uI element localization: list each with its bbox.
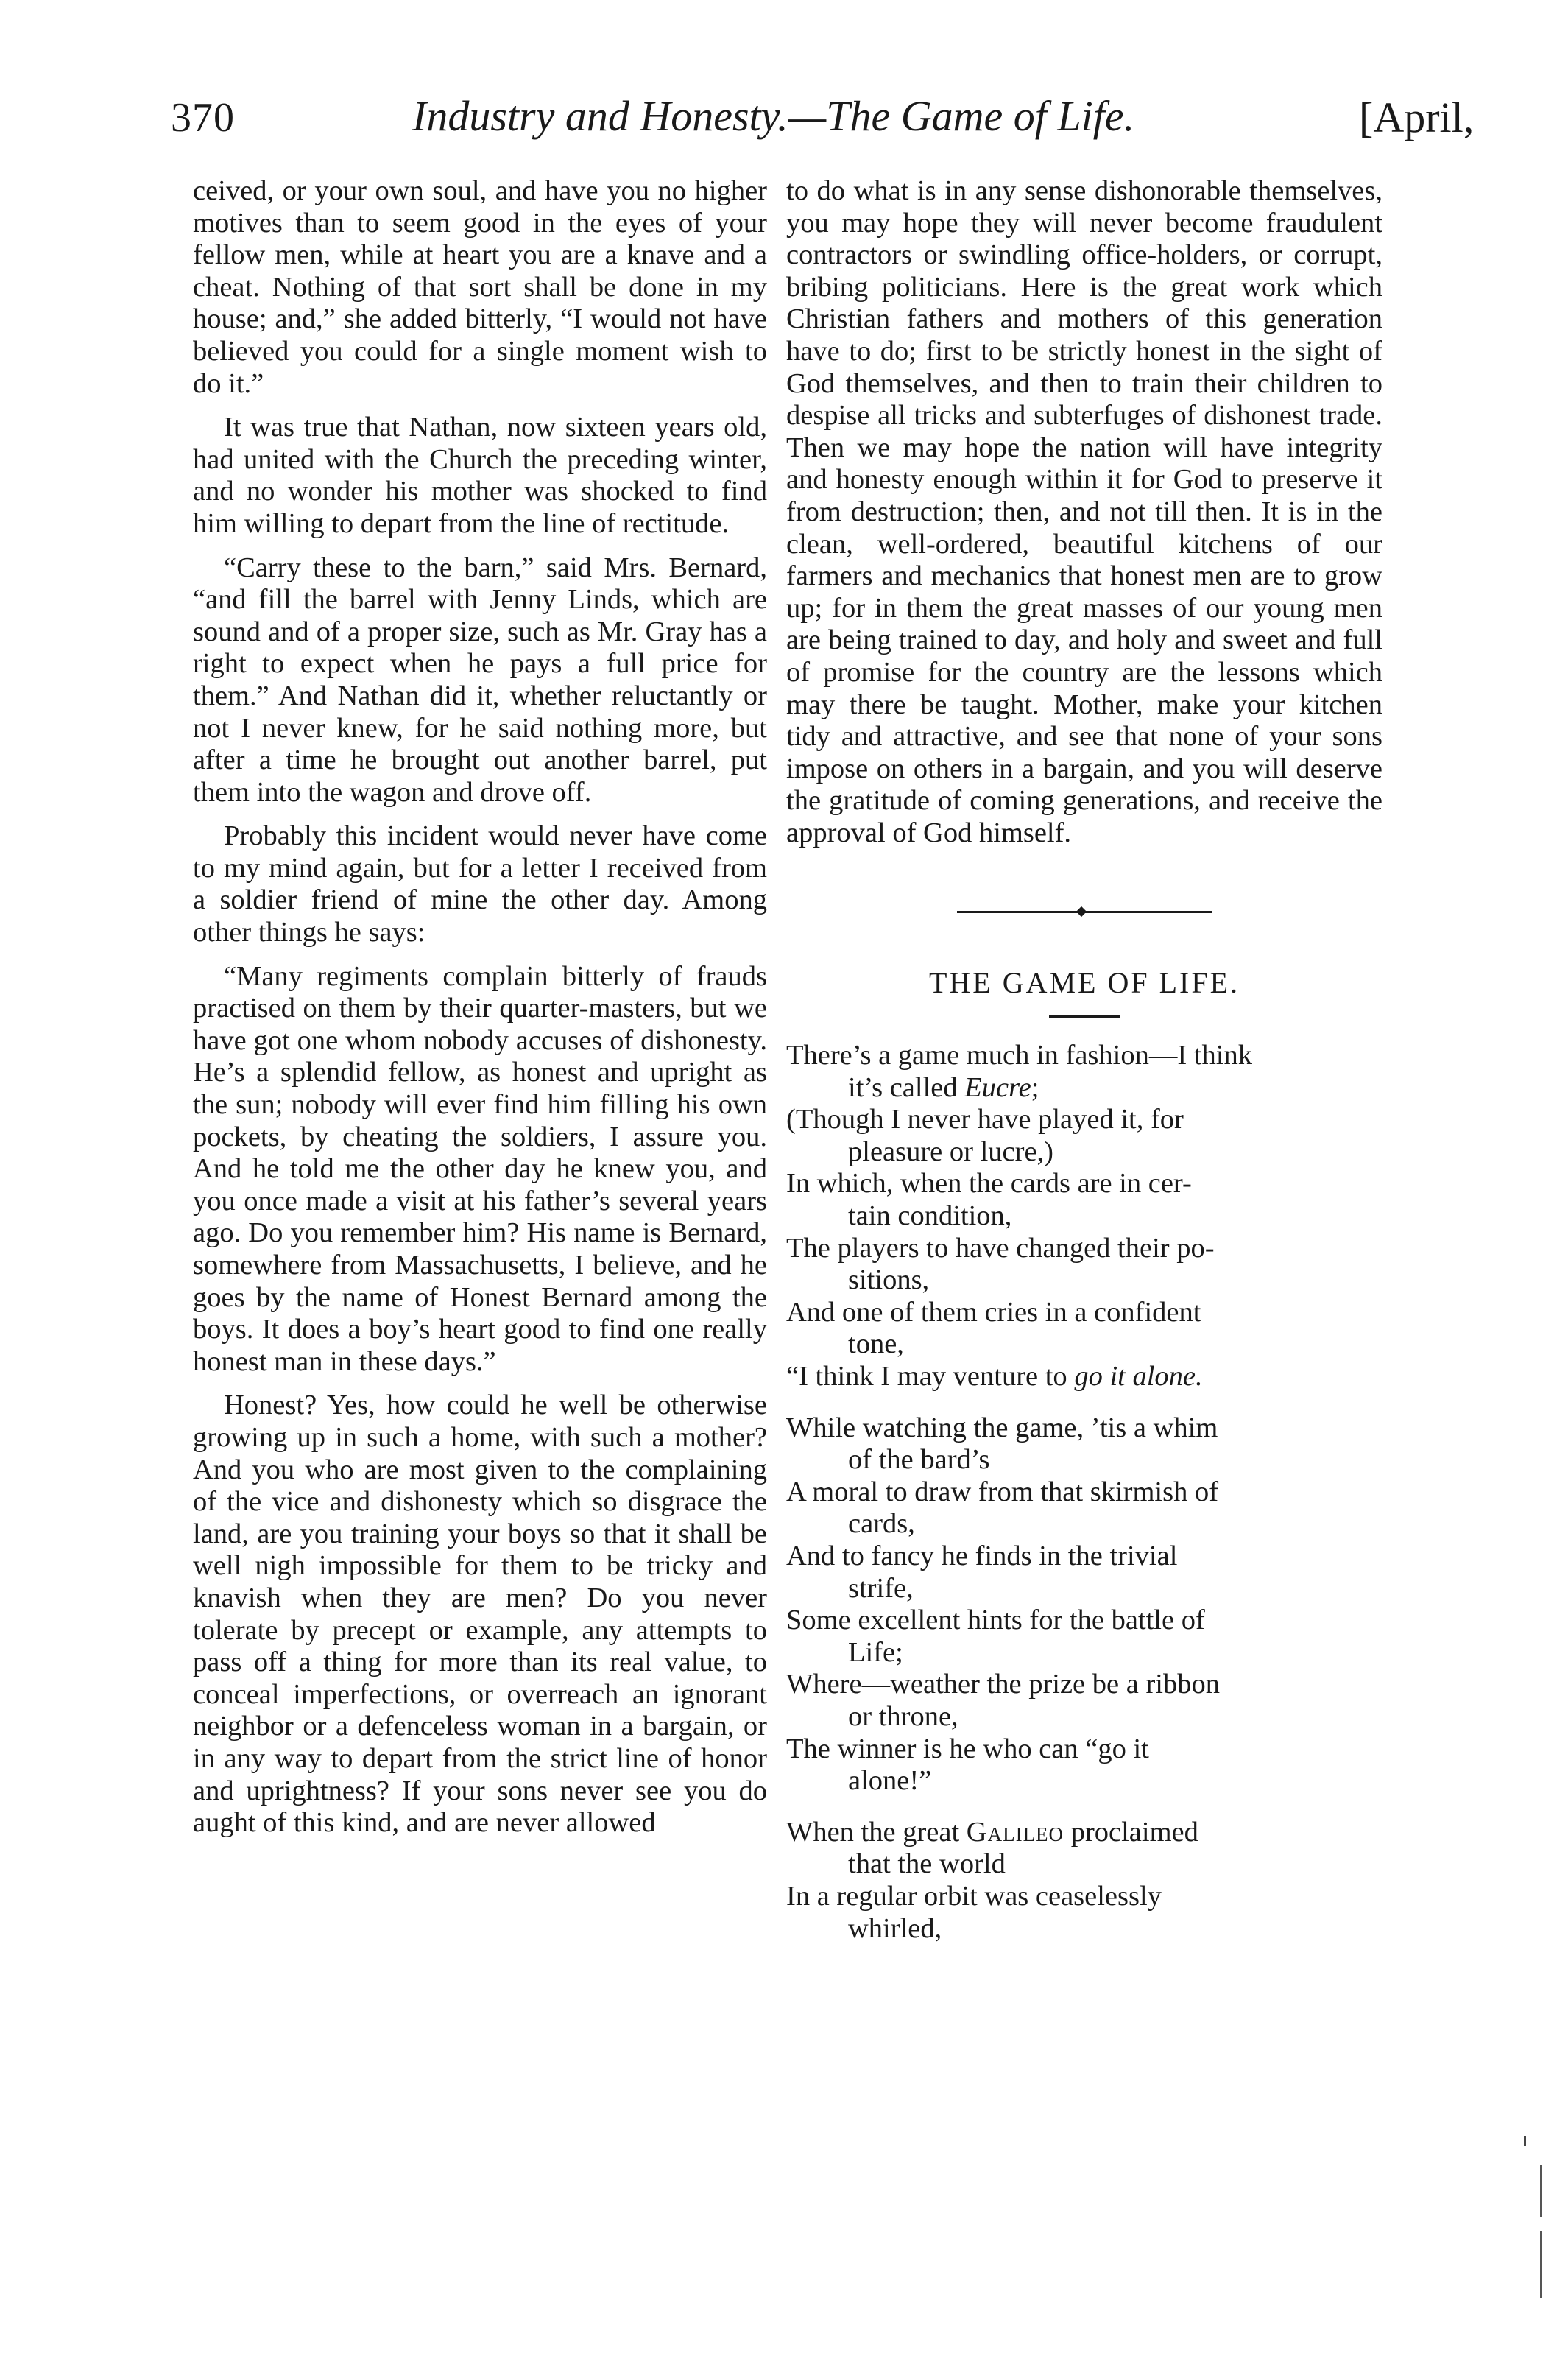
verse-text: it’s called bbox=[848, 1071, 965, 1103]
verse-line-continuation: sitions, bbox=[848, 1264, 930, 1296]
verse-text: When the great bbox=[786, 1816, 967, 1848]
verse-line-continuation: Life; bbox=[848, 1636, 903, 1668]
verse-line bbox=[786, 1817, 1382, 1849]
paragraph: “Carry these to the barn,” said Mrs. Bernard, “and fill the barrel with Jenny Linds, which are sound and of a proper size, such as Mr. Gray has a right to expect when he pays a full price for them.” And Nathan did it, whether reluctantly or not I never knew, for he said nothing more, but after a time he brought out another barrel, put them into the wagon and drove off. bbox=[193, 552, 767, 808]
poem-title: THE GAME OF LIFE. bbox=[928, 966, 1240, 1000]
verse-line: And to fancy he finds in the trivial bbox=[786, 1540, 1178, 1571]
verse-text: proclaimed bbox=[1064, 1816, 1198, 1848]
verse-line-continuation: whirled, bbox=[848, 1912, 942, 1944]
verse-line: There’s a game much in fashion—I think bbox=[786, 1040, 1252, 1071]
paragraph: Probably this incident would never have come to my mind again, but for a letter I received from a soldier friend of mine the other day. Among other things he says: bbox=[193, 820, 767, 948]
verse-line-continuation: tone, bbox=[848, 1328, 904, 1360]
left-column bbox=[193, 175, 767, 1851]
poem-stanza-3 bbox=[786, 1817, 1382, 1945]
poem-stanza-1 bbox=[786, 1040, 1382, 1393]
verse-line: And one of them cries in a confident bbox=[786, 1296, 1201, 1328]
paragraph: ceived, or your own soul, and have you no higher motives than to seem good in the eyes of your fellow men, while at heart you are a knave and a cheat. Nothing of that sort shall be done in my house; and,” she added bitterly, “I would not have believed you could for a single moment wish to do it.” bbox=[193, 175, 767, 399]
verse-text: ; bbox=[1031, 1071, 1039, 1103]
verse-line-continuation: that the world bbox=[848, 1848, 1006, 1880]
margin-mark bbox=[1524, 2136, 1526, 2146]
verse-line: A moral to draw from that skirmish of bbox=[786, 1476, 1219, 1507]
verse-emphasis: Eucre bbox=[964, 1071, 1031, 1103]
title-rule bbox=[1049, 1015, 1120, 1018]
paragraph: It was true that Nathan, now sixteen years old, had united with the Church the preceding winter, and no wonder his mother was shocked to find him willing to depart from the line of rectitude. bbox=[193, 412, 767, 539]
running-title: Industry and Honesty.—The Game of Life. bbox=[412, 92, 1135, 140]
section-divider bbox=[957, 908, 1212, 915]
verse-text: “I think I may venture to bbox=[786, 1361, 1075, 1392]
right-column bbox=[786, 175, 1382, 1964]
divider-ornament-icon bbox=[1076, 906, 1087, 917]
verse-small-caps: Galileo bbox=[966, 1816, 1064, 1848]
paragraph: to do what is in any sense dishonorable themselves, you may hope they will never become fraudulent contractors or swindling office-holders, or corrupt, bribing politicians. Here is the great work which Christian fathers and mothers of this generation have to do; first to be strictly honest in the sight of God themselves, and then to train their children to despise all tricks and subterfuges of dishonest trade. Then we may hope the nation will have integrity and honesty enough within it for God to preserve it from destruction; then, and not till then. It is in the clean, well-ordered, beautiful kitchens of our farmers and mechanics that honest men are to grow up; for in them the great masses of our young men are being trained to day, and holy and sweet and full of promise for the country are the lessons which may there be taught. Mother, make your kitchen tidy and attractive, and see that none of your sons impose on others in a bargain, and you will deserve the gratitude of coming generations, and receive the approval of God himself. bbox=[786, 175, 1382, 848]
verse-line-continuation: pleasure or lucre,) bbox=[848, 1136, 1053, 1167]
verse-line: (Though I never have played it, for bbox=[786, 1104, 1184, 1136]
issue-month: [April, bbox=[1359, 94, 1475, 141]
verse-line: The winner is he who can “go it bbox=[786, 1733, 1149, 1764]
verse-line-continuation bbox=[786, 1072, 1382, 1105]
running-header bbox=[0, 0, 1568, 162]
verse-line-continuation: strife, bbox=[848, 1572, 914, 1604]
verse-line: In which, when the cards are in cer- bbox=[786, 1168, 1192, 1200]
page-number: 370 bbox=[171, 95, 235, 141]
verse-line bbox=[786, 1361, 1382, 1393]
page-edge-mark bbox=[1540, 2165, 1542, 2217]
verse-line-continuation: tain condition, bbox=[848, 1200, 1012, 1232]
verse-line-continuation: of the bard’s bbox=[848, 1444, 990, 1476]
verse-line: Some excellent hints for the battle of bbox=[786, 1605, 1205, 1636]
verse-line: The players to have changed their po- bbox=[786, 1232, 1215, 1264]
verse-emphasis: go it alone. bbox=[1074, 1361, 1203, 1392]
verse-line: Where—weather the prize be a ribbon bbox=[786, 1669, 1220, 1700]
verse-line: In a regular orbit was ceaselessly bbox=[786, 1880, 1162, 1912]
verse-line-continuation: alone!” bbox=[848, 1765, 932, 1797]
verse-line: While watching the game, ’tis a whim bbox=[786, 1412, 1218, 1443]
verse-line-continuation: cards, bbox=[848, 1508, 915, 1540]
paragraph: Honest? Yes, how could he well be otherwise growing up in such a home, with such a mother? And you who are most given to the complaining of the vice and dishonesty which so disgrace the land, are you training your boys so that it shall be well nigh impossible for them to be tricky and knavish when they are men? Do you never tolerate by precept or example, any attempts to pass off a thing for more than its real value, to conceal imperfections, or overreach an ignorant neighbor or a defenceless woman in a bargain, or in any way to depart from the strict line of honor and uprightness? If your sons never see you do aught of this kind, and are never allowed bbox=[193, 1390, 767, 1839]
quoted-letter: “Many regiments complain bitterly of frauds practised on them by their quarter-masters, but we have got one whom nobody accuses of dishonesty. He’s a splendid fellow, as honest and upright as the sun; nobody will ever find him filling his own pockets, by cheating the soldiers, I assure you. And he told me the other day he knew you, and you once made a visit at his father’s several years ago. Do you remember him? His name is Bernard, somewhere from Massachusetts, I believe, and he goes by the name of Honest Bernard among the boys. It does a boy’s heart good to find one really honest man in these days.” bbox=[193, 960, 767, 1377]
page-edge-mark bbox=[1540, 2231, 1542, 2298]
poem-stanza-2 bbox=[786, 1412, 1382, 1798]
verse-line-continuation: or throne, bbox=[848, 1700, 958, 1732]
